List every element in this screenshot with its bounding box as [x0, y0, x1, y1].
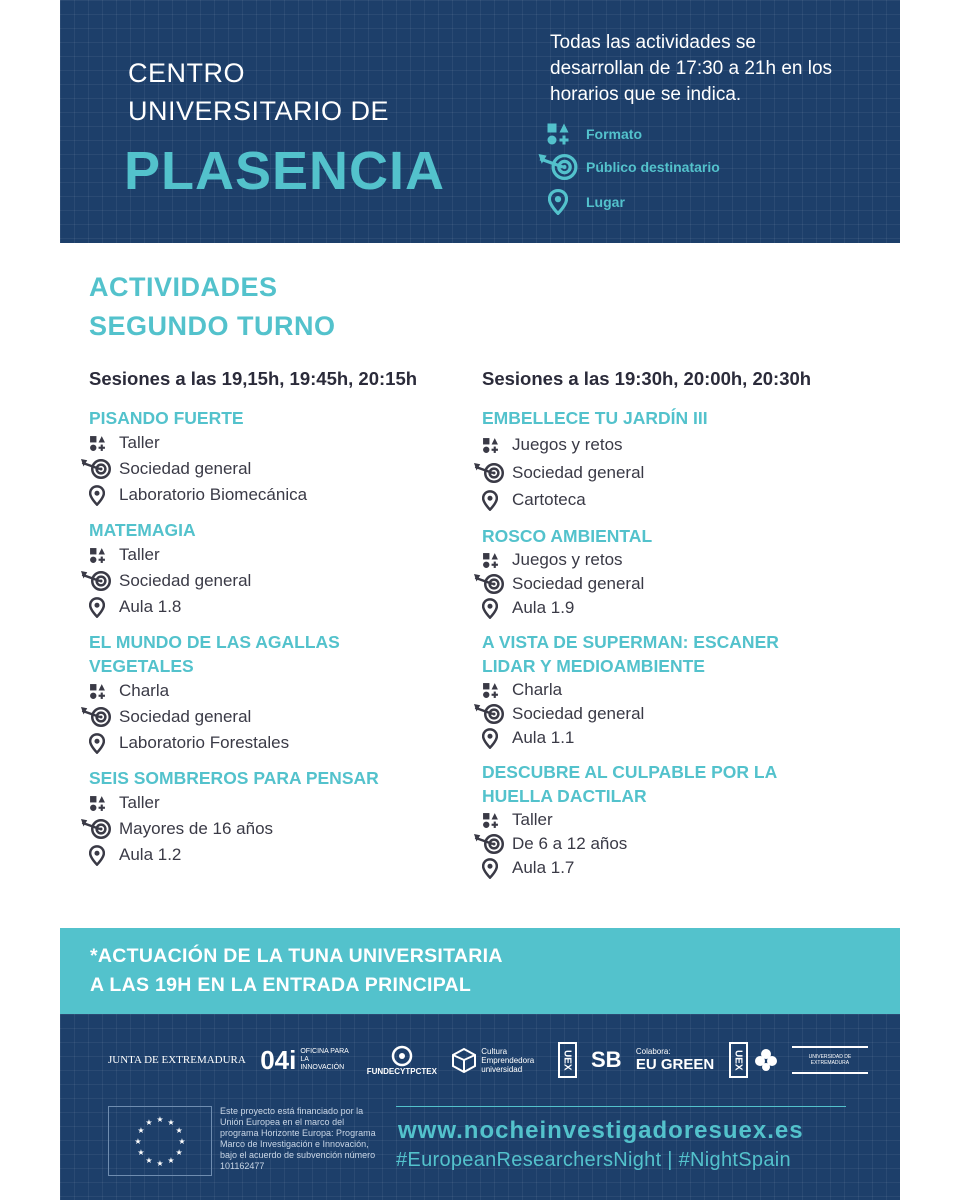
formato-icon — [89, 795, 119, 812]
activity — [89, 406, 469, 508]
header — [60, 0, 900, 243]
tuna-banner-text — [90, 942, 503, 1000]
logo-o4i-text: OFICINA PARA LA INNOVACIÓN — [300, 1048, 349, 1071]
activity — [482, 760, 882, 880]
publico-value: Sociedad general — [512, 704, 645, 723]
activity-lugar — [482, 856, 882, 880]
lugar-value: Aula 1.8 — [119, 597, 182, 616]
tuna-banner-line2: A LAS 19H EN LA ENTRADA PRINCIPAL — [90, 974, 472, 996]
activity-formato — [89, 542, 469, 568]
formato-icon — [538, 122, 578, 146]
activity-publico — [89, 456, 469, 482]
divider — [396, 1106, 846, 1107]
activity-title: PISANDO FUERTE — [89, 408, 244, 428]
eu-star: ★ — [156, 1115, 164, 1124]
logo-eugreen-text: EU GREEN — [635, 1056, 715, 1073]
activity-publico — [89, 816, 469, 842]
logo-cultura-emprendedora — [451, 1047, 543, 1074]
right-column-heading: Sesiones a las 19:30h, 20:00h, 20:30h — [482, 368, 812, 389]
eu-star: ★ — [145, 1117, 153, 1127]
publico-value: Sociedad general — [119, 459, 252, 478]
lugar-value: Laboratorio Forestales — [119, 733, 290, 752]
logo-uex2-text: UEX — [729, 1042, 748, 1079]
activity-lugar — [482, 596, 882, 620]
legend-publico-label: Público destinatario — [586, 159, 720, 175]
lugar-value: Aula 1.1 — [512, 728, 575, 747]
formato-icon — [482, 437, 512, 454]
publico-value: Sociedad general — [119, 707, 252, 726]
formato-value: Juegos y retos — [512, 435, 623, 454]
activity-lugar — [89, 482, 469, 508]
lugar-value: Laboratorio Biomecánica — [119, 485, 308, 504]
pin-icon — [89, 485, 119, 506]
section-title-line2: SEGUNDO TURNO — [89, 311, 336, 341]
tuna-banner-line1: *ACTUACIÓN DE LA TUNA UNIVERSITARIA — [90, 945, 503, 967]
logo-fundecyt-text: FUNDECYTPCTEX — [366, 1066, 437, 1076]
logo-universidad-extremadura — [792, 1046, 868, 1074]
logo-uex-text: UEX — [558, 1042, 577, 1079]
logo-eu-green — [636, 1047, 714, 1073]
activity-title: ROSCO AMBIENTAL — [482, 526, 653, 546]
target-icon — [81, 707, 119, 727]
legend-publico — [538, 154, 720, 180]
fundecyt-icon — [391, 1045, 413, 1067]
publico-value: De 6 a 12 años — [512, 834, 628, 853]
pin-icon — [89, 733, 119, 754]
eu-star: ★ — [137, 1148, 145, 1157]
formato-value: Juegos y retos — [512, 550, 623, 569]
lugar-value: Aula 1.2 — [119, 845, 182, 864]
activity — [482, 524, 882, 620]
formato-value: Taller — [119, 545, 160, 564]
activity — [89, 630, 469, 756]
activity-formato — [482, 678, 882, 702]
activity-lugar — [482, 726, 882, 750]
formato-value: Taller — [119, 793, 160, 812]
legend-lugar-label: Lugar — [586, 194, 625, 210]
activity-lugar — [89, 730, 469, 756]
eu-star: ★ — [137, 1126, 145, 1135]
lugar-value: Cartoteca — [512, 490, 586, 509]
target-icon — [474, 574, 512, 594]
activity — [89, 518, 469, 620]
logo-junta-text: JUNTA DE EXTREMADURA — [108, 1054, 246, 1066]
activity-formato — [89, 678, 469, 704]
lugar-value: Aula 1.9 — [512, 598, 575, 617]
target-icon — [474, 834, 512, 854]
activity-lugar — [89, 842, 469, 868]
target-icon — [81, 571, 119, 591]
logo-univ-text: UNIVERSIDAD DE EXTREMADURA — [792, 1046, 868, 1074]
logo-junta-extremadura — [108, 1054, 246, 1066]
activity-lugar — [89, 594, 469, 620]
eu-funding-text: Este proyecto está financiado por la Unión Europea en el marco del programa Horizonte Europa: Programa Marco de Investigación e Innovación, bajo el acuerdo de subvención número 101162477 — [220, 1106, 376, 1171]
pin-icon — [482, 598, 512, 619]
activity-publico — [89, 704, 469, 730]
publico-value: Sociedad general — [512, 574, 645, 593]
eu-stars-icon — [109, 1107, 211, 1175]
logo-colabora-text: Colabora: — [635, 1047, 671, 1056]
header-line1: CENTRO — [128, 58, 245, 88]
right-column — [482, 368, 882, 880]
left-column — [89, 368, 469, 868]
formato-value: Charla — [512, 680, 563, 699]
legend-formato-label: Formato — [586, 126, 642, 142]
eu-star: ★ — [156, 1159, 164, 1168]
pin-icon — [538, 189, 578, 215]
legend-formato — [538, 122, 642, 146]
activity-publico — [482, 572, 882, 596]
activity-publico — [89, 568, 469, 594]
eu-star: ★ — [175, 1126, 183, 1135]
activity-formato — [89, 790, 469, 816]
formato-icon — [482, 812, 512, 829]
section-title — [89, 268, 336, 346]
pin-icon — [482, 490, 512, 511]
poster — [60, 0, 900, 1200]
activity-formato — [482, 548, 882, 572]
eu-star: ★ — [167, 1117, 175, 1127]
logo-sb-text: SB — [590, 1047, 622, 1072]
activity-title: EMBELLECE TU JARDÍN III — [482, 408, 708, 428]
formato-icon — [89, 547, 119, 564]
flower-icon — [754, 1048, 778, 1072]
activity — [482, 406, 882, 514]
activity-publico — [482, 702, 882, 726]
activity-formato — [482, 808, 882, 832]
website-link[interactable]: www.nocheinvestigadoresuex.es — [398, 1117, 804, 1144]
cube-icon — [451, 1047, 477, 1073]
formato-value: Taller — [512, 810, 553, 829]
legend-lugar — [538, 189, 625, 215]
formato-icon — [482, 552, 512, 569]
pin-icon — [482, 728, 512, 749]
eu-star: ★ — [167, 1156, 175, 1166]
activity-title: EL MUNDO DE LAS AGALLAS VEGETALES — [89, 632, 340, 676]
activity — [89, 766, 469, 868]
hashtags: #EuropeanResearchersNight | #NightSpain — [396, 1149, 791, 1171]
header-line2: UNIVERSITARIO DE — [128, 96, 390, 126]
activity-lugar — [482, 486, 882, 514]
activity-formato — [482, 430, 882, 460]
section-title-line1: ACTIVIDADES — [89, 272, 278, 302]
target-icon — [81, 819, 119, 839]
target-icon — [538, 154, 578, 180]
logo-sb — [591, 1047, 622, 1073]
logo-o4i-mark: 04i — [260, 1044, 297, 1075]
activity-publico — [482, 460, 882, 486]
formato-value: Taller — [119, 433, 160, 452]
activity-title: MATEMAGIA — [89, 520, 196, 540]
formato-icon — [482, 682, 512, 699]
sponsor-logos — [108, 1042, 868, 1078]
logo-cultura-text: Cultura Emprendedora universidad — [481, 1046, 535, 1074]
activity — [482, 630, 882, 750]
tuna-banner — [60, 928, 900, 1014]
publico-value: Mayores de 16 años — [119, 819, 274, 838]
footer — [60, 1014, 900, 1200]
target-icon — [474, 463, 512, 483]
logo-uex-2 — [729, 1042, 778, 1079]
activity-title: DESCUBRE AL CULPABLE POR LA HUELLA DACTILAR — [482, 762, 777, 806]
publico-value: Sociedad general — [119, 571, 252, 590]
header-campus: PLASENCIA — [124, 141, 446, 201]
eu-star: ★ — [175, 1148, 183, 1157]
formato-icon — [89, 435, 119, 452]
activity-publico — [482, 832, 882, 856]
publico-value: Sociedad general — [512, 463, 645, 482]
formato-icon — [89, 683, 119, 700]
eu-star: ★ — [145, 1156, 153, 1166]
lugar-value: Aula 1.7 — [512, 858, 575, 877]
eu-star: ★ — [178, 1137, 186, 1146]
left-column-heading: Sesiones a las 19,15h, 19:45h, 20:15h — [89, 368, 418, 389]
formato-value: Charla — [119, 681, 170, 700]
pin-icon — [482, 858, 512, 879]
pin-icon — [89, 845, 119, 866]
logo-o4i — [260, 1045, 352, 1076]
target-icon — [474, 704, 512, 724]
target-icon — [81, 459, 119, 479]
logo-uex — [558, 1042, 577, 1079]
activity-formato — [89, 430, 469, 456]
activity-title: SEIS SOMBREROS PARA PENSAR — [89, 768, 379, 788]
logo-fundecyt — [367, 1045, 437, 1076]
pin-icon — [89, 597, 119, 618]
header-note: Todas las actividades se desarrollan de 17:30 a 21h en los horarios que se indica. — [550, 32, 833, 105]
activity-title: A VISTA DE SUPERMAN: ESCANER LIDAR Y MEDIOAMBIENTE — [482, 632, 779, 676]
eu-flag — [108, 1106, 212, 1176]
eu-star: ★ — [134, 1137, 142, 1146]
